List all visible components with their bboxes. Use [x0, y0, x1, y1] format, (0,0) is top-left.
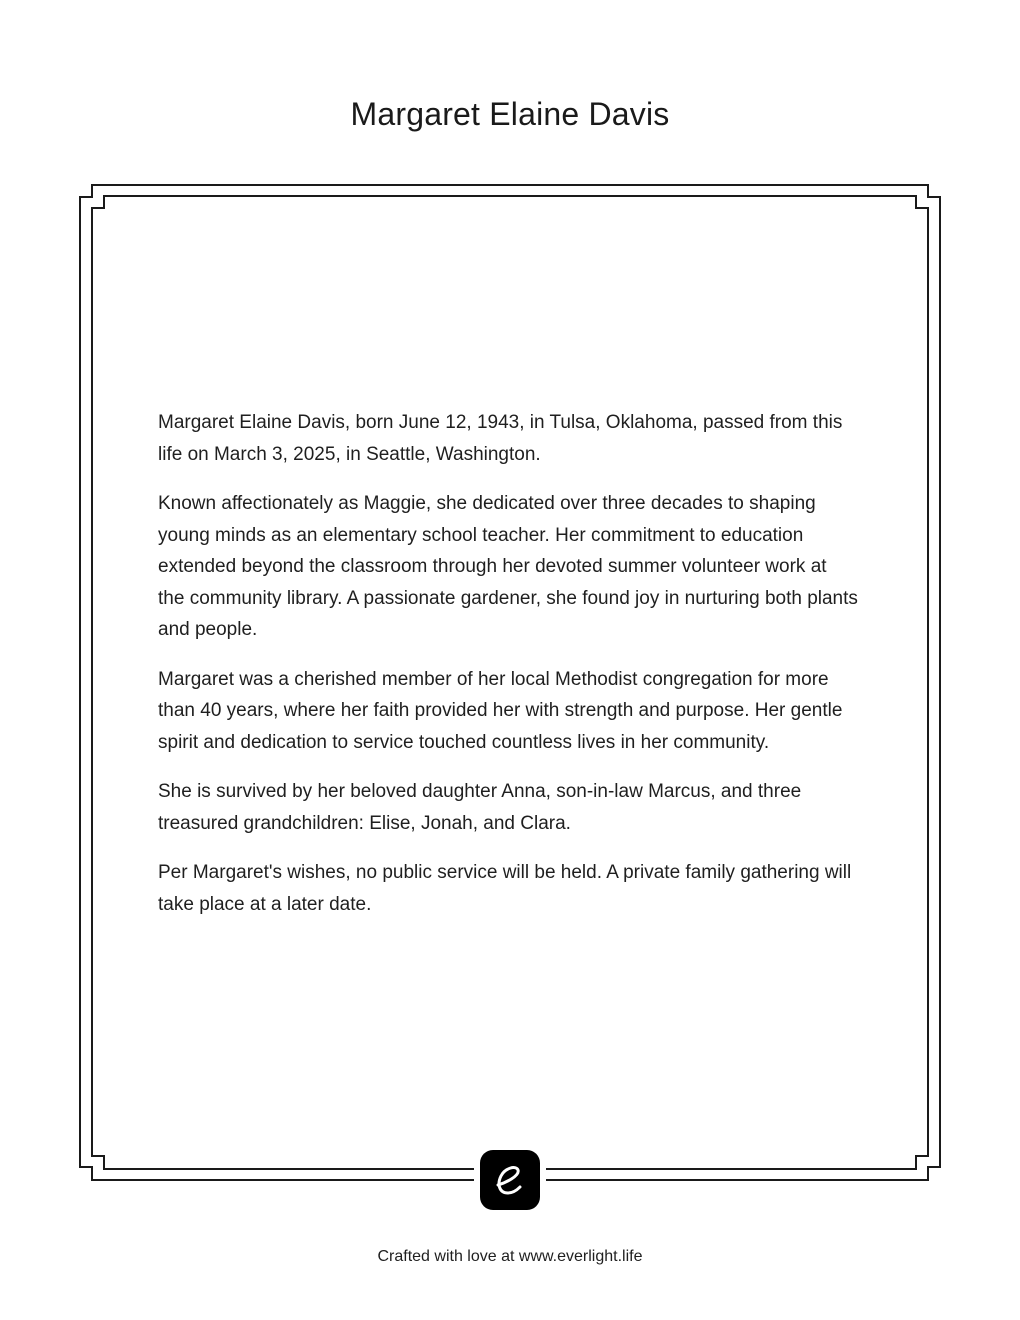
page-title: Margaret Elaine Davis	[350, 96, 670, 132]
footer-text: Crafted with love at	[377, 1248, 519, 1265]
everlight-logo-badge	[480, 1150, 540, 1210]
obituary-paragraph: Margaret was a cherished member of her local Methodist congregation for more than 40 years, where her faith provided her with strength and purpose. Her gentle spirit and dedication to service touched countless lives in her community.	[158, 668, 843, 753]
obituary-body	[158, 407, 858, 938]
obituary-paragraph: Per Margaret's wishes, no public service will be held. A private family gathering will take place at a later date.	[158, 862, 852, 915]
obituary-paragraph: Margaret Elaine Davis, born June 12, 1943, in Tulsa, Oklahoma, passed from this life on March 3, 2025, in Seattle, Washington.	[158, 412, 843, 465]
footer-credit	[0, 1248, 1020, 1266]
footer-link[interactable]: www.everlight.life	[518, 1248, 643, 1265]
obituary-paragraph: She is survived by her beloved daughter Anna, son-in-law Marcus, and three treasured grandchildren: Elise, Jonah, and Clara.	[158, 781, 802, 834]
obituary-paragraph: Known affectionately as Maggie, she dedicated over three decades to shaping young minds as an elementary school teacher. Her commitment to education extended beyond the classroom through her devoted summer volunteer work at the community library. A passionate gardener, she found joy in nurturing both plants and people.	[158, 493, 858, 640]
everlight-e-logo-icon	[490, 1160, 530, 1200]
